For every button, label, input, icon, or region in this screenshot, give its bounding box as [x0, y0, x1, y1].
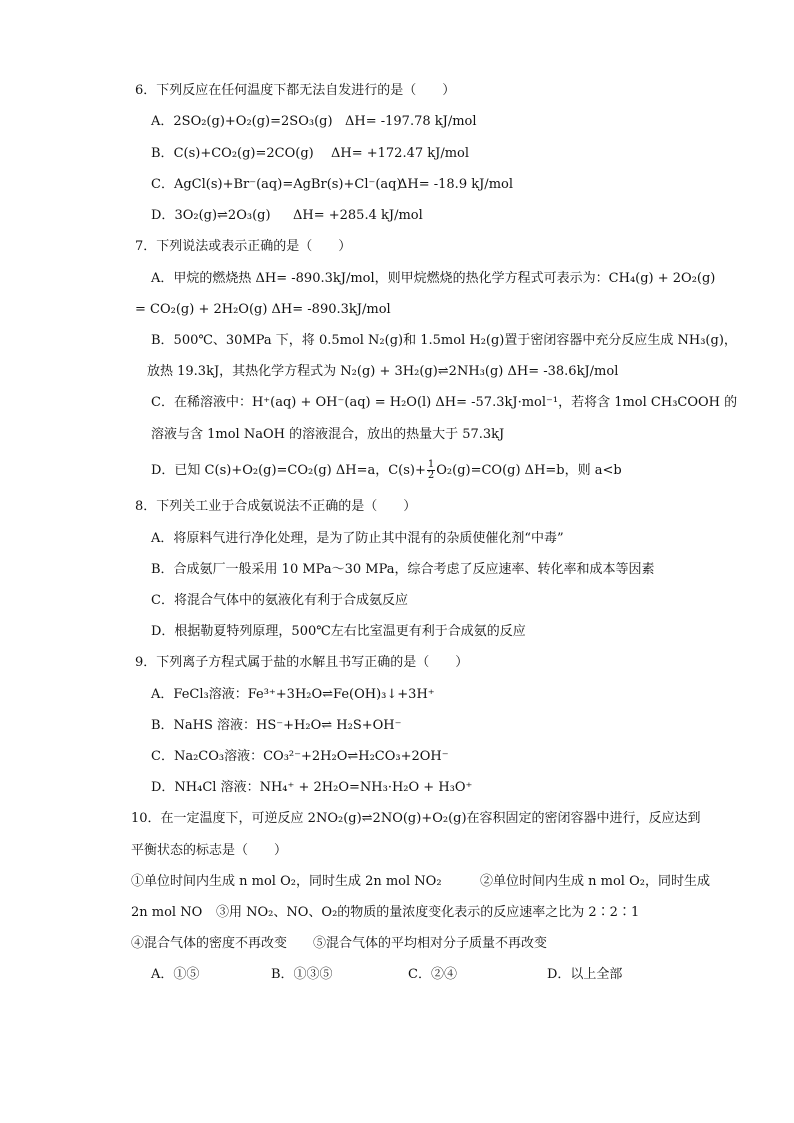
- q7-option-a-line1: A．甲烷的燃烧热 ΔH= -890.3kJ/mol，则甲烷燃烧的热化学方程式可表示为：CH₄(g) + 2O₂(g): [151, 271, 716, 286]
- q8-option-b: B．合成氨厂一般采用 10 MPa～30 MPa，综合考虑了反应速率、转化率和成本等因素: [151, 562, 655, 577]
- q7-option-c-line2: 溶液与含 1mol NaOH 的溶液混合，放出的热量大于 57.3kJ: [151, 427, 505, 442]
- q9-option-d: D．NH₄Cl 溶液：NH₄⁺ + 2H₂O=NH₃·H₂O + H₃O⁺: [151, 780, 473, 795]
- q7-option-b-line1: B．500℃、30MPa 下，将 0.5mol N₂(g)和 1.5mol H₂(g)置于密闭容器中充分反应生成 NH₃(g)，: [151, 333, 737, 348]
- q7-option-b-line2: 放热 19.3kJ，其热化学方程式为 N₂(g) + 3H₂(g)⇌2NH₃(g) ΔH= -38.6kJ/mol: [147, 364, 619, 379]
- fraction-numerator: 1: [427, 459, 435, 470]
- q6-a-eq: 2SO₂(g)+O₂(g)=2SO₃(g): [173, 114, 333, 129]
- q10-statement-1: ①单位时间内生成 n mol O₂，同时生成 2n mol NO₂: [131, 874, 442, 889]
- q7-option-a-line2: = CO₂(g) + 2H₂O(g) ΔH= -890.3kJ/mol: [135, 302, 391, 317]
- q10-statement-3: ③用 NO₂、NO、O₂的物质的量浓度变化表示的反应速率之比为 2∶2∶1: [216, 905, 640, 920]
- q7-option-d: [151, 460, 622, 481]
- q9-stem: 9．下列离子方程式属于盐的水解且书写正确的是（ ）: [135, 655, 469, 670]
- q7-stem: 7．下列说法或表示正确的是（ ）: [135, 239, 352, 254]
- q7-option-c-line1: C．在稀溶液中：H⁺(aq) + OH⁻(aq) = H₂O(l) ΔH= -57.3kJ·mol⁻¹，若将含 1mol CH₃COOH 的: [151, 395, 738, 410]
- q8-option-c: C．将混合气体中的氨液化有利于合成氨反应: [151, 593, 408, 608]
- fraction-denominator: 2: [427, 470, 435, 481]
- q8-stem: 8．下列关工业于合成氨说法不正确的是（ ）: [135, 499, 417, 514]
- q6-c-dh: ΔH= -18.9 kJ/mol: [398, 177, 514, 192]
- q10-stem-line1: 10．在一定温度下，可逆反应 2NO₂(g)⇌2NO(g)+O₂(g)在容积固定的密闭容器中进行，反应达到: [131, 811, 701, 826]
- q6-option-d: [151, 207, 271, 225]
- q10-statement-2: ②单位时间内生成 n mol O₂，同时生成: [480, 874, 710, 889]
- q10-statements-4-5: ④混合气体的密度不再改变 ⑤混合气体的平均相对分子质量不再改变: [131, 936, 548, 951]
- q8-option-d: D．根据勒夏特列原理，500℃左右比室温更有利于合成氨的反应: [151, 624, 526, 639]
- one-half-fraction: [427, 460, 435, 481]
- q9-option-c: C．Na₂CO₃溶液：CO₃²⁻+2H₂O⇌H₂CO₃+2OH⁻: [151, 749, 449, 764]
- q8-option-a: A．将原料气进行净化处理，是为了防止其中混有的杂质使催化剂“中毒”: [151, 531, 564, 546]
- q6-option-c: [151, 176, 402, 194]
- q6-a-dh: ΔH= -197.78 kJ/mol: [345, 114, 477, 129]
- q9-option-b: B．NaHS 溶液：HS⁻+H₂O⇌ H₂S+OH⁻: [151, 718, 402, 733]
- q6-b-dh: ΔH= +172.47 kJ/mol: [331, 146, 470, 161]
- q6-a-label: A．: [151, 114, 174, 129]
- q10-statement-2-cont: 2n mol NO: [131, 905, 203, 920]
- q6-b-eq: C(s)+CO₂(g)=2CO(g): [173, 146, 314, 161]
- q6-d-dh: ΔH= +285.4 kJ/mol: [293, 208, 423, 223]
- q10-option-c: C．②④: [408, 967, 457, 982]
- q6-d-eq: 3O₂(g)⇌2O₃(g): [174, 208, 271, 223]
- q7-d-pre: D．已知 C(s)+O₂(g)=CO₂(g) ΔH=a，C(s)+: [151, 463, 426, 478]
- q10-option-d: D．以上全部: [547, 967, 623, 982]
- q6-c-label: C．: [151, 177, 174, 192]
- q6-option-b: [151, 145, 314, 163]
- q6-c-eq: AgCl(s)+Br⁻(aq)=AgBr(s)+Cl⁻(aq): [173, 177, 402, 192]
- q6-b-label: B．: [151, 146, 174, 161]
- q10-stem-line2: 平衡状态的标志是（ ）: [131, 843, 288, 858]
- q7-d-post: O₂(g)=CO(g) ΔH=b，则 a<b: [436, 463, 622, 478]
- q6-stem: 6．下列反应在任何温度下都无法自发进行的是（ ）: [135, 83, 456, 98]
- q10-option-a: A．①⑤: [151, 967, 200, 982]
- q6-option-a: [151, 113, 333, 131]
- q6-d-label: D．: [151, 208, 175, 223]
- q9-option-a: A．FeCl₃溶液：Fe³⁺+3H₂O⇌Fe(OH)₃↓+3H⁺: [151, 687, 435, 702]
- q10-option-b: B．①③⑤: [271, 967, 333, 982]
